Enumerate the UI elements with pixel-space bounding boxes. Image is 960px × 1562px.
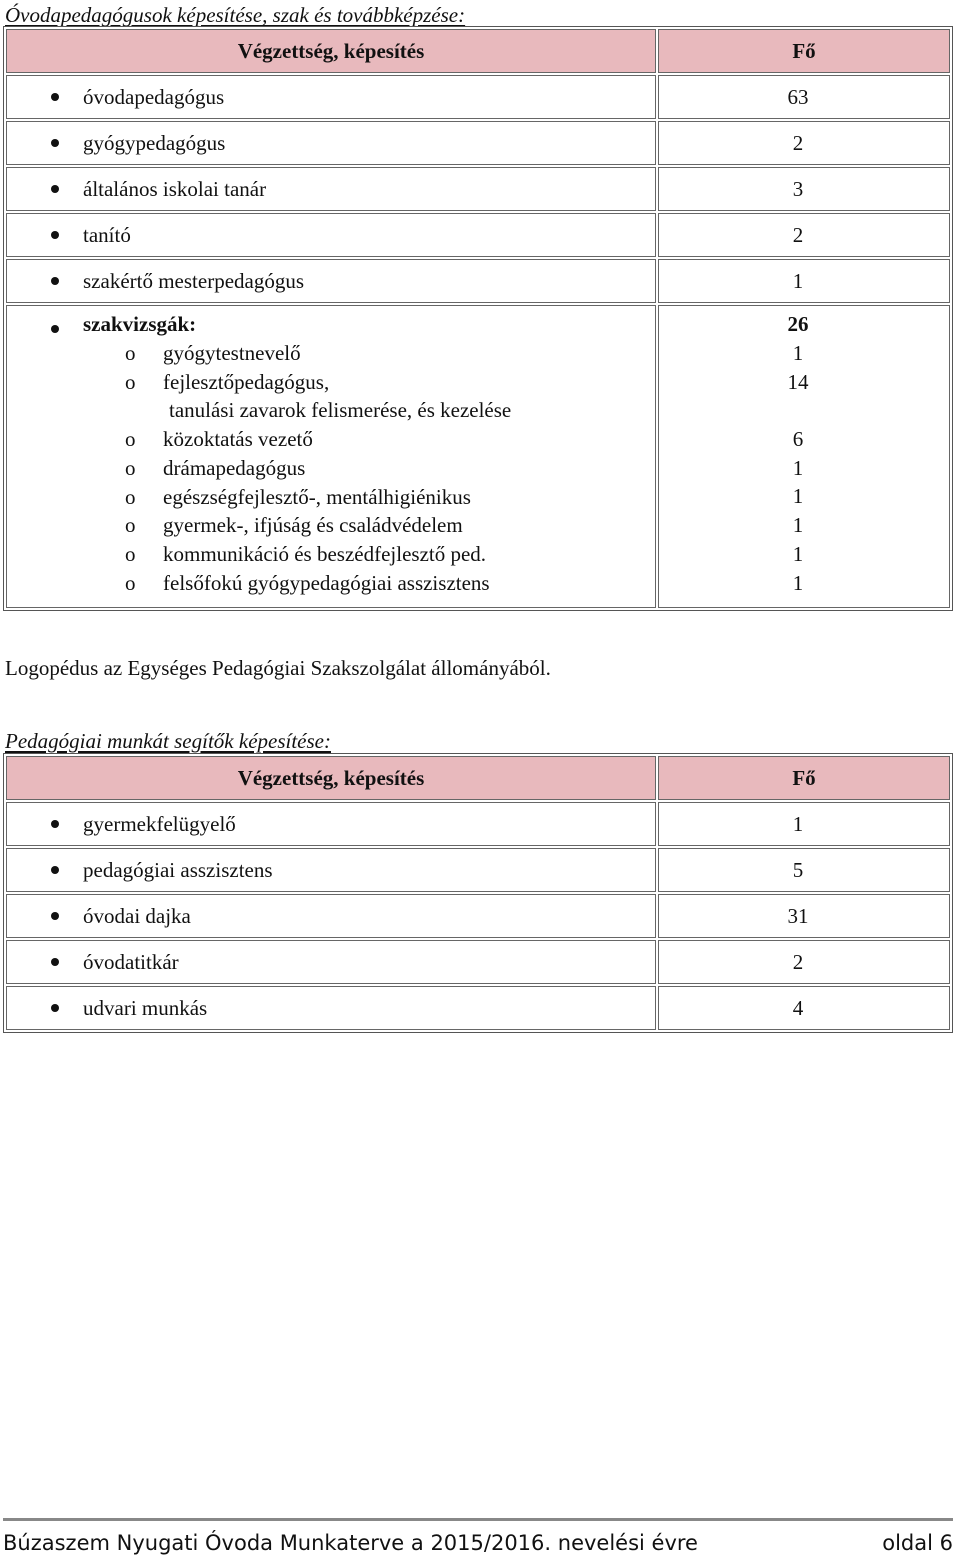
list-item: o közoktatás vezető [7, 425, 655, 454]
table-row [6, 213, 950, 257]
row-count: 26 [787, 312, 809, 336]
table-header-row [6, 756, 950, 800]
bullet-icon [51, 866, 59, 874]
table-row [6, 940, 950, 984]
footer-page-number: oldal 6 [882, 1531, 953, 1555]
assistant-qualification-table [3, 753, 953, 1033]
teacher-qualification-table [3, 26, 953, 611]
bullet-icon [51, 820, 59, 828]
row-count: 5 [658, 848, 950, 892]
row-count: 3 [658, 167, 950, 211]
circle-bullet-icon: o [125, 484, 136, 509]
circle-bullet-icon: o [125, 427, 136, 452]
circle-bullet-icon: o [125, 541, 136, 566]
list-item: o drámapedagógus [7, 454, 655, 483]
bullet-icon [51, 277, 59, 285]
table-row [6, 75, 950, 119]
special-exams-counts [658, 305, 950, 608]
row-label: óvodapedagógus [83, 84, 225, 109]
bullet-icon [51, 912, 59, 920]
row-count: 1 [792, 455, 804, 480]
row-count: 1 [792, 570, 804, 595]
list-item: o gyógytestnevelő [7, 339, 655, 368]
footer-document-title: Búzaszem Nyugati Óvoda Munkaterve a 2015/2016. nevelési évre [3, 1531, 698, 1555]
table-row [6, 802, 950, 846]
row-label: gyógypedagógus [83, 130, 226, 155]
row-count: 1 [792, 341, 804, 365]
bullet-icon [51, 93, 59, 101]
circle-bullet-icon: o [125, 455, 136, 480]
row-count [659, 396, 937, 425]
header-count: Fő [658, 756, 950, 800]
row-count: 6 [792, 427, 804, 452]
row-count: 2 [658, 940, 950, 984]
table-row [6, 986, 950, 1030]
row-count: 1 [792, 484, 804, 509]
row-label: tanító [83, 222, 131, 247]
bullet-icon [51, 185, 59, 193]
bullet-icon [51, 958, 59, 966]
bullet-icon [51, 1004, 59, 1012]
special-exams-label: szakvizsgák: [83, 312, 197, 336]
row-count: 2 [658, 213, 950, 257]
row-label: általános iskolai tanár [83, 176, 267, 201]
page-footer [3, 1518, 953, 1555]
table-row [6, 121, 950, 165]
table-header-row [6, 29, 950, 73]
circle-bullet-icon: o [125, 369, 136, 394]
row-count: 31 [658, 894, 950, 938]
row-count: 1 [658, 802, 950, 846]
row-count: 4 [658, 986, 950, 1030]
section2-title: Pedagógiai munkát segítők képesítése: [5, 729, 331, 753]
row-label: óvodai dajka [83, 903, 191, 928]
table-row-special-exams [6, 305, 950, 608]
list-item: o felsőfokú gyógypedagógiai asszisztens [7, 569, 655, 598]
circle-bullet-icon: o [125, 341, 136, 365]
table-row [6, 259, 950, 303]
section1-title: Óvodapedagógusok képesítése, szak és továbbképzése: [5, 3, 466, 27]
list-item: o kommunikáció és beszédfejlesztő ped. [7, 540, 655, 569]
header-qualification: Végzettség, képesítés [6, 29, 656, 73]
row-count: 2 [658, 121, 950, 165]
row-label: szakértő mesterpedagógus [83, 268, 305, 293]
bullet-icon [51, 325, 59, 333]
header-qualification: Végzettség, képesítés [6, 756, 656, 800]
row-label: pedagógiai asszisztens [83, 857, 273, 882]
row-label: udvari munkás [83, 995, 208, 1020]
row-count: 1 [792, 541, 804, 566]
bullet-icon [51, 231, 59, 239]
row-count: 14 [787, 369, 809, 394]
list-item-continuation: tanulási zavarok felismerése, és kezelése [169, 398, 512, 423]
row-count: 63 [658, 75, 950, 119]
list-item: o fejlesztőpedagógus, [7, 368, 655, 397]
table-row [6, 848, 950, 892]
row-count: 1 [658, 259, 950, 303]
table-row [6, 167, 950, 211]
table-row [6, 894, 950, 938]
list-item: o egészségfejlesztő-, mentálhigiénikus [7, 483, 655, 512]
circle-bullet-icon: o [125, 513, 136, 538]
row-label: óvodatitkár [83, 949, 179, 974]
bullet-icon [51, 139, 59, 147]
speech-therapist-note: Logopédus az Egységes Pedagógiai Szakszolgálat állományából. [5, 656, 551, 680]
row-label: gyermekfelügyelő [83, 811, 236, 836]
list-item: o gyermek-, ifjúság és családvédelem [7, 511, 655, 540]
row-count: 1 [792, 513, 804, 538]
header-count: Fő [658, 29, 950, 73]
circle-bullet-icon: o [125, 570, 136, 595]
